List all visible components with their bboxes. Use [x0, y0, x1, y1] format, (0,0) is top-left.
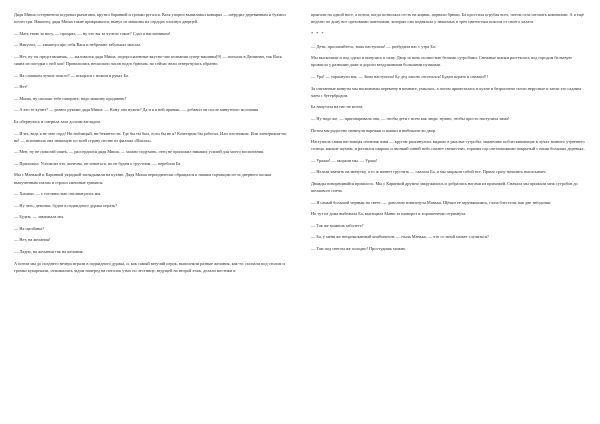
- right-page-paragraph: Ба напутала на нас не могла.: [311, 104, 364, 110]
- right-page-paragraph: — Ураааа! — заорали мы. — Урааа!: [311, 157, 378, 163]
- right-page-paragraph: * * *: [311, 30, 325, 36]
- right-page-paragraph: — Дети, просыпайтесь, зима наступила! — разбудила нас с утра Ба.: [311, 43, 436, 49]
- left-page-paragraph: Мы с Манькой и Каринкой украдкой заглядывали на кухню. Дядя Миша периодически обращался к нашим торчащим из-за дверного косяка выпученным глазам и строил смешные гримасы.: [14, 172, 272, 185]
- right-page: [311, 11, 586, 421]
- left-page-paragraph: — Нет!: [14, 84, 28, 90]
- left-page-paragraph: — Ладно, на желания так на желания.: [14, 249, 84, 255]
- left-page-paragraph: Ба обернулась и смерила зала долгим взглядом.: [14, 118, 101, 124]
- left-page-paragraph: — Мать твою за ногу, — прохрял, — ну что вы за чучело такое? Сдал я наглазником!: [14, 30, 171, 36]
- right-page-paragraph: — Я самый большой черным на свете, — довольно взвизгнула Манька. Щёчки ее зарумянились, глаза блестели, как две звёздочки.: [311, 199, 552, 205]
- left-page-paragraph: — Накупал, — хмыкнул про себя Вася и небрежно забулькал мысом.: [14, 42, 141, 48]
- right-page-paragraph: прыгали на одной ноге, а потом, когда позволяла сесть на ящики, порвали брюки. Ба простила огрубая всех, потом села штопать комнатами. А я ещё неделю по дому все ореховыми пантопами, которые она подвязала у знакомых в трёх цветистым поясом от своего халата.: [311, 12, 584, 25]
- right-page-paragraph: Мы выскочили и под одеял и кинулись к окну. Двор за ночь полностью белыми сугробами. Снежные шапки растеклась под городом бельевую провисла у развалин даже и дороги вездушовыми большими пушками.: [311, 55, 572, 68]
- left-page-paragraph: — А кто ее купит? — развел руками дядя Миша. — Кому она нужна? Да и я к ней привык, — добавил он после минутного молчания: [14, 107, 259, 113]
- right-page-paragraph: Потом мы радостно натянули варежки и шапки и выбежали во двор.: [311, 127, 437, 133]
- right-page-paragraph: — Нельзя хватить на минутку, а то ж начнет грустить — сказала Ба, и мы закрыли собой все. Прямо сразу начались высасывать.: [311, 169, 547, 175]
- left-page-paragraph: — Нет, ну ты представляешь, — жаловался дядя Миша, подпросиленные вкусно-чие познания супер-машины[9] — поехали в Дюпинан, так Вася сияна из поездки с ней хоп! Провалились нескольно часов подго брюхом, но сейчас вели отвергнулась обратно.: [14, 53, 282, 66]
- left-page-paragraph: — Хихики, — с готовностью откликнулись мы.: [14, 191, 102, 197]
- right-page-paragraph: — Ба, у меня же непромокаемый комбинезон, — ныла Манька, — что со мной может случиться?: [311, 234, 489, 240]
- right-page-paragraph: Но тут из дома выбежала Ба, вытащила Маню за шиворот и хорошенечко отряхнула.: [311, 211, 467, 217]
- left-page-paragraph: — Приложил. Успокоил что, конечно, не извиться, но не будем о грустном, — перебила Ба.: [14, 160, 182, 166]
- right-page-paragraph: — Так же можешь заболеть?: [311, 222, 364, 228]
- right-page-paragraph: За считанные минуты мы насвоиммы перемену в комнате, умылась, а потом примоталась в кухне и безропотно съели нерусные и заели это садним чаем с бутербродом.: [311, 85, 581, 98]
- right-page-paragraph: — Ну надо же, — приговаривала она, — чтобы дети с всем как люди, нужно, чтобы просто наступила зима!: [311, 115, 510, 121]
- right-page-paragraph: — Ура! — тарахнули мы. — Зима наступила! Бу дед лапоть отогнался! Будем играть в снежки!!!: [311, 74, 488, 80]
- left-page-paragraph: — Миша, ну сколько тебе говорить: надо машину продавать?: [14, 95, 127, 101]
- right-page-paragraph: Дважды поворачивайся пришлось. Мы с Каринкой дружно закружились и добрались ногами из прихожей. Сначала мы прижали меж сугробов до шелкового плеча.: [311, 181, 578, 194]
- left-page: [14, 11, 289, 421]
- right-page-paragraph: — Там под снегом же холодно! Простудишь можно.: [311, 246, 407, 252]
- left-page-paragraph: Дядя Миша остервенело шуровал рычагами, крутил баранкой и громко ругался. Вася упорно выпиливал ковырял — шёрудил деревянным и бухмил почти три. Наконец, дядя Миша такие прикрывался, вынул из машины их сердцах хлопнул дверцей.: [14, 12, 286, 25]
- left-page-paragraph: — И-их, ведь я не зато горд! Ни наблицый, ни бекинтости. Где бы ты был, если бы не я? Кочегаром бы работал. Или плотником. Или электриком-но, во! — вспомнила она знакомую по всей страну песню из фильма «Вокзал».: [14, 130, 288, 143]
- left-page-paragraph: — На слишком лучше пошло? — вскарлся с ножом в руках Ба.: [14, 72, 130, 78]
- left-page-paragraph: А потом мы до позднего вечера играли в подкидного дурака, и, как самый везучий игрок, выполняли разные желания, как-то: ползали под столом и громко кукарекали, отжимались задом наперед на потолок утых по лестнице, ведущей на второй этаж, делали местики и: [14, 260, 285, 273]
- left-page-paragraph: — Ну чего, девочки, будем в подкидного дурака играть?: [14, 202, 117, 208]
- left-page-paragraph: — Нет, на желания!: [14, 237, 51, 243]
- left-page-paragraph: — Будем, — завизжала мы.: [14, 214, 65, 220]
- left-page-paragraph: — На щелбаны?: [14, 225, 45, 231]
- right-page-paragraph: Наступила самая настоящая снежная зима — кругом раскинулись видимо в рыхлые сугробы, заманчиво поблескивающие в лучах зимнего утреннего солнца, мягкие шумом, и разлился широко и звонкий синий небо пахнет свежестью, горячих гор светлокожими покрытый с наши больших деревьях.: [311, 139, 585, 152]
- left-page-paragraph: — Мне, ну не помогай опять, — рассердился дядя Миша, — можно подумать, отец не приложил никаких усилий для моего воспитания.: [14, 149, 265, 155]
